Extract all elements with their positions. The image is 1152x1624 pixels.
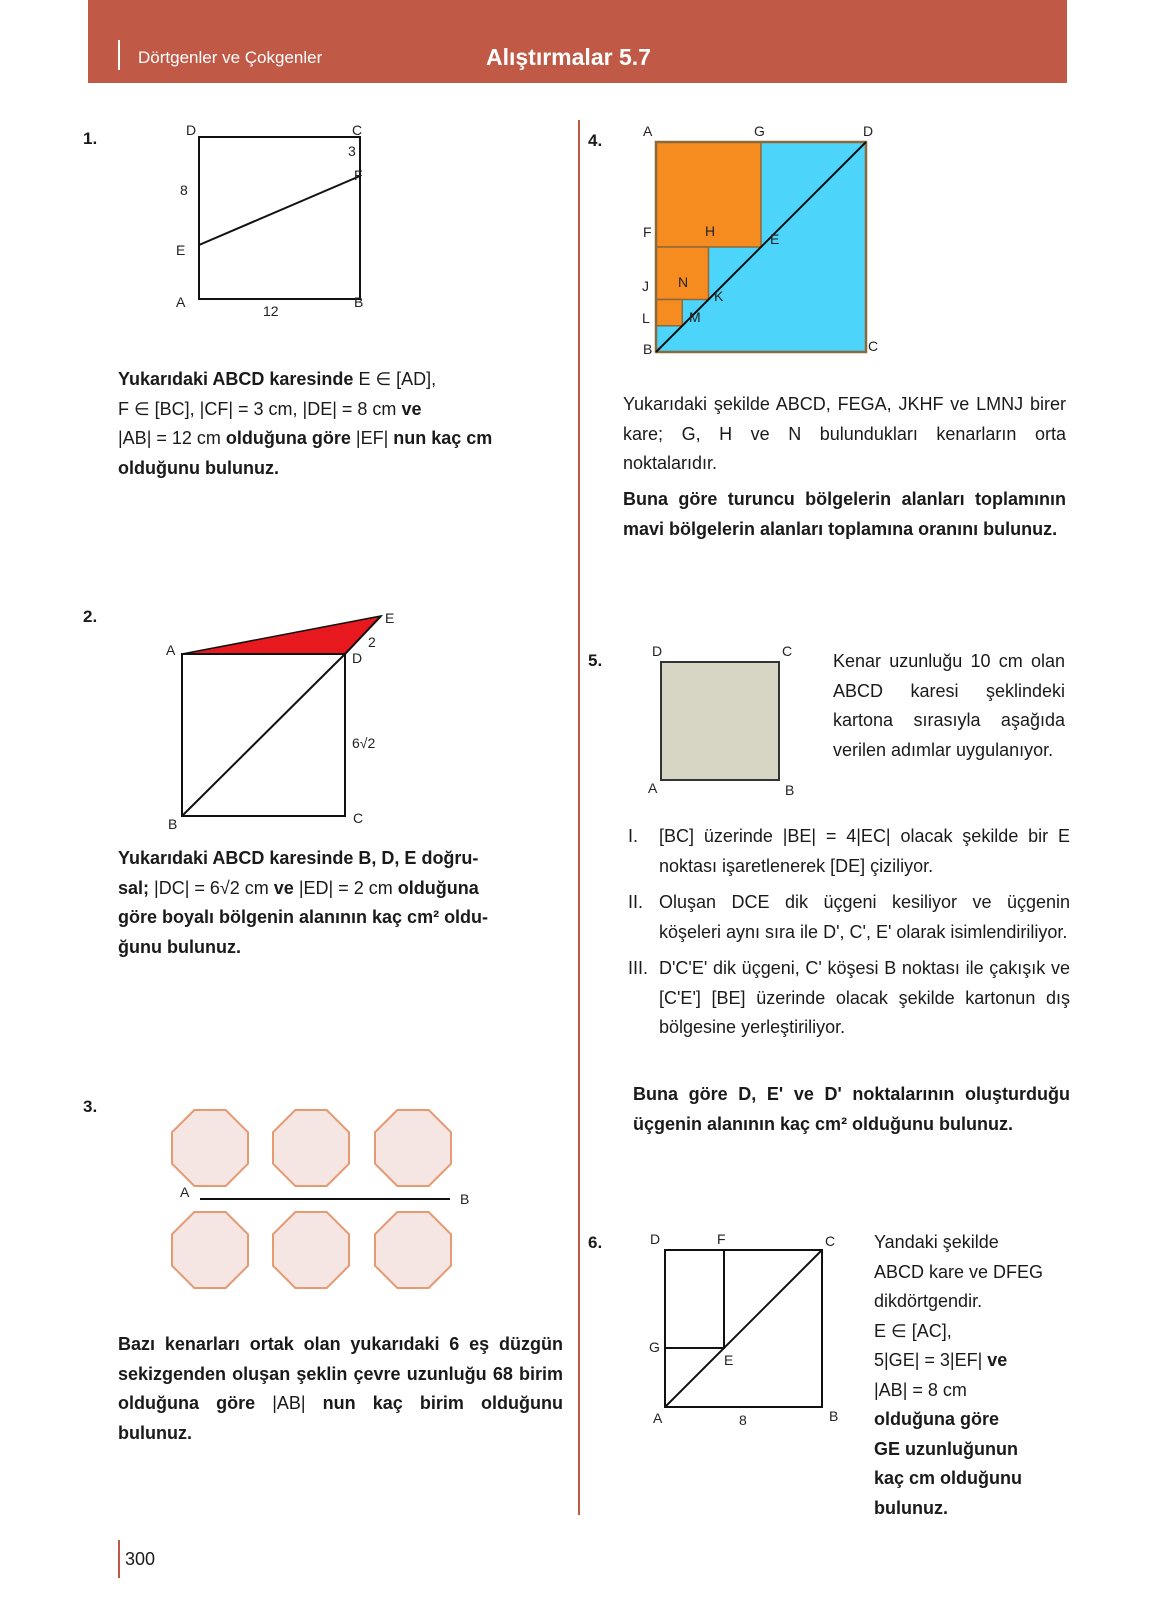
label-cf-length: 3 <box>348 143 356 159</box>
column-divider <box>578 120 580 1515</box>
problem-4-number: 4. <box>588 131 603 150</box>
step-numeral: I. <box>628 826 639 846</box>
label-g: G <box>649 1339 660 1355</box>
label-b: B <box>460 1191 470 1207</box>
exercise-title: Alıştırmalar 5.7 <box>486 44 651 70</box>
page-number-bar <box>118 1540 120 1578</box>
label-f: F <box>354 167 363 183</box>
p1-text-6: olduğuna göre <box>220 428 351 448</box>
p2-text-6: olduğuna <box>392 877 479 898</box>
label-c: C <box>782 643 793 659</box>
label-a: A <box>166 642 176 658</box>
p3-text-1: Bazı kenarları ortak olan yukarıdaki 6 eş düzgün sekizgenden oluşan şeklin çevre uzunluğu 68 birim olduğuna göre <box>118 1334 563 1413</box>
p6-line-4: E ∈ [AC], <box>874 1320 952 1341</box>
p3-text-2: |AB| <box>255 1393 306 1413</box>
label-c: C <box>868 338 879 354</box>
label-a: A <box>648 780 658 796</box>
problem-3-text <box>118 1330 563 1448</box>
problem-6-figure <box>640 1225 850 1428</box>
label-a: A <box>653 1410 663 1426</box>
p6-line-8: GE uzunluğunun <box>874 1438 1018 1459</box>
problem-4-figure <box>630 120 900 375</box>
square-abcd <box>199 137 360 299</box>
section-title: Dörtgenler ve Çokgenler <box>138 48 323 67</box>
octagon <box>172 1110 248 1186</box>
problem-3-figure <box>160 1100 490 1320</box>
label-b: B <box>785 782 795 798</box>
square-abcd <box>661 662 779 780</box>
p1-text-4: ve <box>396 398 422 419</box>
rectangle-dfeg <box>665 1250 724 1348</box>
p6-line-9: kaç cm olduğunu <box>874 1468 1023 1488</box>
label-j: J <box>642 278 649 294</box>
p1-text-7: |EF| <box>350 428 389 448</box>
p6-line-5b: ve <box>982 1350 1008 1370</box>
p1-text-2: E ∈ [AD], <box>353 369 437 389</box>
p2-text-2: sal; <box>118 877 150 898</box>
p6-line-6: |AB| = 8 cm <box>874 1379 967 1400</box>
label-e: E <box>385 610 395 626</box>
problem-1-text <box>118 365 563 483</box>
problem-5-number: 5. <box>588 651 603 670</box>
problem-6-number: 6. <box>588 1233 603 1252</box>
problem-5-steps <box>628 822 1070 1050</box>
label-dc-length: 6√2 <box>352 735 376 751</box>
label-ab-length: 8 <box>739 1412 747 1428</box>
p2-text-7: göre boyalı bölgenin alanının kaç cm² oldu- <box>118 907 489 927</box>
octagon <box>375 1110 451 1186</box>
problem-2-text <box>118 844 563 962</box>
problem-1-figure <box>170 120 390 325</box>
orange-square-lmnj <box>656 300 682 326</box>
problem-4-text: Yukarıdaki şekilde ABCD, FEGA, JKHF ve LMNJ birer kare; G, H ve N bulundukları kenarların orta noktalarıdır. <box>623 394 1066 473</box>
problem-2-figure <box>160 605 420 830</box>
p6-line-2: ABCD kare ve DFEG <box>874 1261 1044 1282</box>
problem-2-number: 2. <box>83 607 98 626</box>
segment-ef <box>199 176 360 245</box>
p2-text-4: ve <box>268 877 294 898</box>
p2-text-3: |DC| = 6√2 cm <box>149 877 269 898</box>
p3-text-3: nun kaç birim olduğunu bulunuz. <box>118 1393 563 1443</box>
label-l: L <box>642 310 650 326</box>
p1-text-5: |AB| = 12 cm <box>118 428 221 448</box>
label-f: F <box>643 224 652 240</box>
step-item <box>628 888 1070 947</box>
label-h: H <box>705 223 716 239</box>
label-d: D <box>650 1231 661 1247</box>
label-b: B <box>643 341 653 357</box>
label-e: E <box>724 1352 734 1368</box>
diagonal-bd <box>182 654 345 816</box>
label-f: F <box>717 1231 726 1247</box>
label-e: E <box>770 231 780 247</box>
step-text: Oluşan DCE dik üçgeni kesiliyor ve üçgenin köşeleri aynı sıra ile D', C', E' olarak isimlendiriliyor. <box>659 892 1070 942</box>
problem-6-text <box>874 1228 1069 1523</box>
label-b: B <box>168 816 178 832</box>
problem-5-figure <box>640 640 800 800</box>
p1-text-9: olduğunu bulunuz. <box>118 457 279 478</box>
p6-line-1: Yandaki şekilde <box>874 1232 999 1252</box>
p1-text-3: F ∈ [BC], |CF| = 3 cm, |DE| = 8 cm <box>118 398 397 419</box>
p2-text-8: ğunu bulunuz. <box>118 936 241 957</box>
p1-text-8: nun kaç cm <box>388 428 493 448</box>
problem-4-question: Buna göre turuncu bölgelerin alanları toplamının mavi bölgelerin alanları toplamına oranını bulunuz. <box>623 489 1066 539</box>
label-b: B <box>829 1408 839 1424</box>
label-d: D <box>863 123 874 139</box>
problem-1-number: 1. <box>83 129 98 148</box>
p6-line-10: bulunuz. <box>874 1497 948 1518</box>
problem-3-number: 3. <box>83 1097 98 1116</box>
problem-5-question: Buna göre D, E' ve D' noktalarının oluşturduğu üçgenin alanının kaç cm² olduğunu bulunuz. <box>633 1084 1070 1134</box>
step-text: D'C'E' dik üçgeni, C' köşesi B noktası ile çakışık ve [C'E'] [BE] üzerinde olacak şekilde kartonun dış bölgesine yerleştiriliyor. <box>659 958 1070 1037</box>
diagonal-ac <box>665 1250 822 1407</box>
step-item <box>628 954 1070 1043</box>
page-header <box>88 0 1067 83</box>
label-d: D <box>186 122 197 138</box>
label-a: A <box>643 123 653 139</box>
label-g: G <box>754 123 765 139</box>
label-d: D <box>652 643 663 659</box>
step-text: [BC] üzerinde |BE| = 4|EC| olacak şekilde bir E noktası işaretlenerek [DE] çiziliyor. <box>659 826 1070 876</box>
header-divider <box>118 40 120 70</box>
label-c: C <box>352 122 363 138</box>
label-c: C <box>825 1233 836 1249</box>
label-a: A <box>176 294 186 310</box>
problem-5-intro: Kenar uzunluğu 10 cm olan ABCD karesi şeklindeki kartona sırasıyla aşağıda verilen adımlar uygulanıyor. <box>833 651 1065 760</box>
octagon <box>375 1212 451 1288</box>
label-d: D <box>352 650 363 666</box>
label-m: M <box>689 309 701 325</box>
octagon <box>273 1212 349 1288</box>
p1-text-1: Yukarıdaki ABCD karesinde <box>118 369 354 389</box>
label-c: C <box>353 810 364 826</box>
label-k: K <box>714 288 724 304</box>
step-numeral: III. <box>628 958 649 978</box>
step-item <box>628 822 1070 881</box>
p2-text-5: |ED| = 2 cm <box>293 877 393 898</box>
octagon <box>273 1110 349 1186</box>
p2-text-1: Yukarıdaki ABCD karesinde B, D, E doğru- <box>118 848 479 868</box>
p6-line-7: olduğuna göre <box>874 1409 999 1429</box>
p6-line-3: dikdörtgendir. <box>874 1291 983 1311</box>
label-a: A <box>180 1184 190 1200</box>
label-b: B <box>354 294 364 310</box>
label-ab-length: 12 <box>263 303 279 319</box>
step-numeral: II. <box>628 892 644 912</box>
label-ed-length: 2 <box>368 634 376 650</box>
octagon <box>172 1212 248 1288</box>
label-e: E <box>176 242 186 258</box>
page-number: 300 <box>125 1549 156 1569</box>
label-n: N <box>678 274 689 290</box>
p6-line-5: 5|GE| = 3|EF| <box>874 1350 983 1370</box>
label-de-length: 8 <box>180 182 188 198</box>
